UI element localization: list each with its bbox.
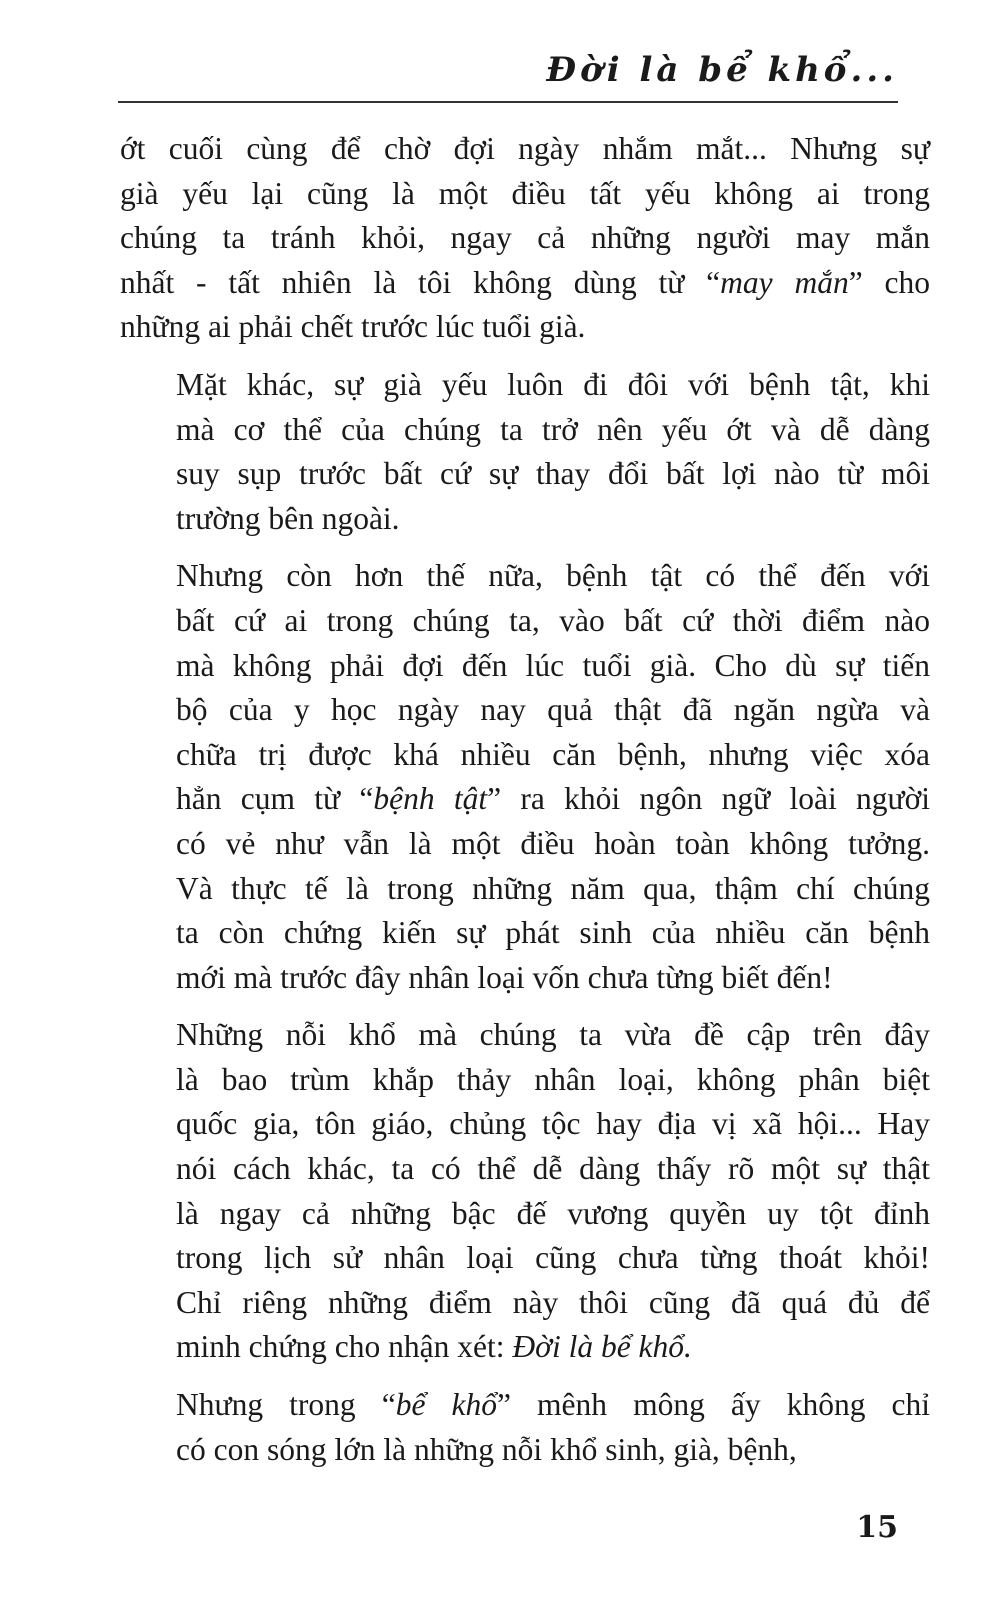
- text-line: [120, 408, 930, 453]
- text-run: quốc gia, tôn giáo, chủng tộc hay địa vị xã hội... Hay: [176, 1106, 930, 1142]
- text-run: Mặt khác, sự già yếu luôn đi đôi với bệnh tật, khi: [176, 366, 930, 402]
- paragraph: [120, 363, 930, 541]
- text-line: [120, 1013, 930, 1058]
- text-line: [120, 867, 930, 912]
- italic-text: Đời là bể khổ.: [512, 1329, 692, 1365]
- text-line: [120, 777, 930, 822]
- text-line: [120, 1383, 930, 1428]
- paragraph: [120, 1013, 930, 1370]
- text-line: [120, 822, 930, 867]
- text-run: già yếu lại cũng là một điều tất yếu không ai trong: [120, 175, 930, 211]
- text-line: [120, 911, 930, 956]
- text-run: mới mà trước đây nhân loại vốn chưa từng biết đến!: [176, 959, 833, 995]
- paragraph: [120, 554, 930, 1000]
- text-line: [120, 305, 930, 350]
- text-run: nhất - tất nhiên là tôi không dùng từ “: [120, 264, 721, 300]
- text-run: trong lịch sử nhân loại cũng chưa từng thoát khỏi!: [176, 1240, 930, 1276]
- text-run: ớt cuối cùng để chờ đợi ngày nhắm mắt... Nhưng sự: [120, 131, 930, 166]
- text-run: Chỉ riêng những điểm này thôi cũng đã quá đủ để: [176, 1284, 930, 1320]
- text-run: là ngay cả những bậc đế vương quyền uy tột đỉnh: [176, 1195, 930, 1231]
- text-run: Và thực tế là trong những năm qua, thậm chí chúng: [176, 870, 930, 906]
- text-line: [120, 1192, 930, 1237]
- text-run: Những nỗi khổ mà chúng ta vừa đề cập trên đây: [176, 1017, 930, 1053]
- text-line: [120, 172, 930, 217]
- text-run: có vẻ như vẫn là một điều hoàn toàn không tưởng.: [176, 825, 930, 861]
- text-run: chúng ta tránh khỏi, ngay cả những người may mắn: [120, 220, 930, 256]
- italic-text: may mắn: [720, 264, 849, 300]
- text-run: ta còn chứng kiến sự phát sinh của nhiều căn bệnh: [176, 915, 930, 951]
- text-line: [120, 261, 930, 306]
- text-line: [120, 1102, 930, 1147]
- body-text: [120, 127, 930, 1485]
- text-line: [120, 1058, 930, 1103]
- text-run: có con sóng lớn là những nỗi khổ sinh, già, bệnh,: [176, 1431, 797, 1467]
- text-run: ” ra khỏi ngôn ngữ loài người: [487, 781, 930, 817]
- text-run: trường bên ngoài.: [176, 500, 400, 536]
- text-line: [120, 216, 930, 261]
- text-line: [120, 1236, 930, 1281]
- text-run: ” mênh mông ấy không chỉ: [496, 1387, 930, 1423]
- text-run: suy sụp trước bất cứ sự thay đổi bất lợi nào từ môi: [176, 456, 930, 492]
- text-run: Nhưng còn hơn thế nữa, bệnh tật có thể đến với: [176, 558, 930, 594]
- text-line: [120, 599, 930, 644]
- text-line: [120, 644, 930, 689]
- text-line: [120, 956, 930, 1001]
- text-run: bộ của y học ngày nay quả thật đã ngăn ngừa và: [176, 692, 930, 728]
- text-line: [120, 452, 930, 497]
- text-line: [120, 1147, 930, 1192]
- text-line: [120, 1428, 930, 1473]
- text-run: mà cơ thể của chúng ta trở nên yếu ớt và dễ dàng: [176, 411, 930, 447]
- text-run: bất cứ ai trong chúng ta, vào bất cứ thời điểm nào: [176, 602, 930, 638]
- page-number: 15: [856, 1510, 898, 1545]
- text-run: hẳn cụm từ “: [176, 781, 374, 817]
- italic-text: bể khổ: [395, 1387, 497, 1423]
- text-run: những ai phải chết trước lúc tuổi già.: [120, 309, 586, 345]
- text-run: mà không phải đợi đến lúc tuổi già. Cho dù sự tiến: [176, 647, 930, 683]
- text-line: [120, 733, 930, 778]
- text-run: nói cách khác, ta có thể dễ dàng thấy rõ một sự thật: [176, 1151, 930, 1187]
- text-line: [120, 127, 930, 172]
- text-line: [120, 554, 930, 599]
- text-run: ” cho: [848, 264, 931, 300]
- text-run: minh chứng cho nhận xét:: [176, 1329, 513, 1365]
- text-line: [120, 1281, 930, 1326]
- paragraph: [120, 127, 930, 350]
- text-run: chữa trị được khá nhiều căn bệnh, nhưng việc xóa: [176, 736, 930, 772]
- paragraph: [120, 1383, 930, 1472]
- text-run: Nhưng trong “: [176, 1387, 396, 1423]
- text-run: là bao trùm khắp thảy nhân loại, không phân biệt: [176, 1061, 930, 1097]
- text-line: [120, 1325, 930, 1370]
- text-line: [120, 688, 930, 733]
- text-line: [120, 363, 930, 408]
- header-rule: [118, 101, 898, 103]
- text-line: [120, 497, 930, 542]
- italic-text: bệnh tật: [373, 781, 488, 817]
- running-head-title: Đời là bể khổ...: [546, 50, 898, 90]
